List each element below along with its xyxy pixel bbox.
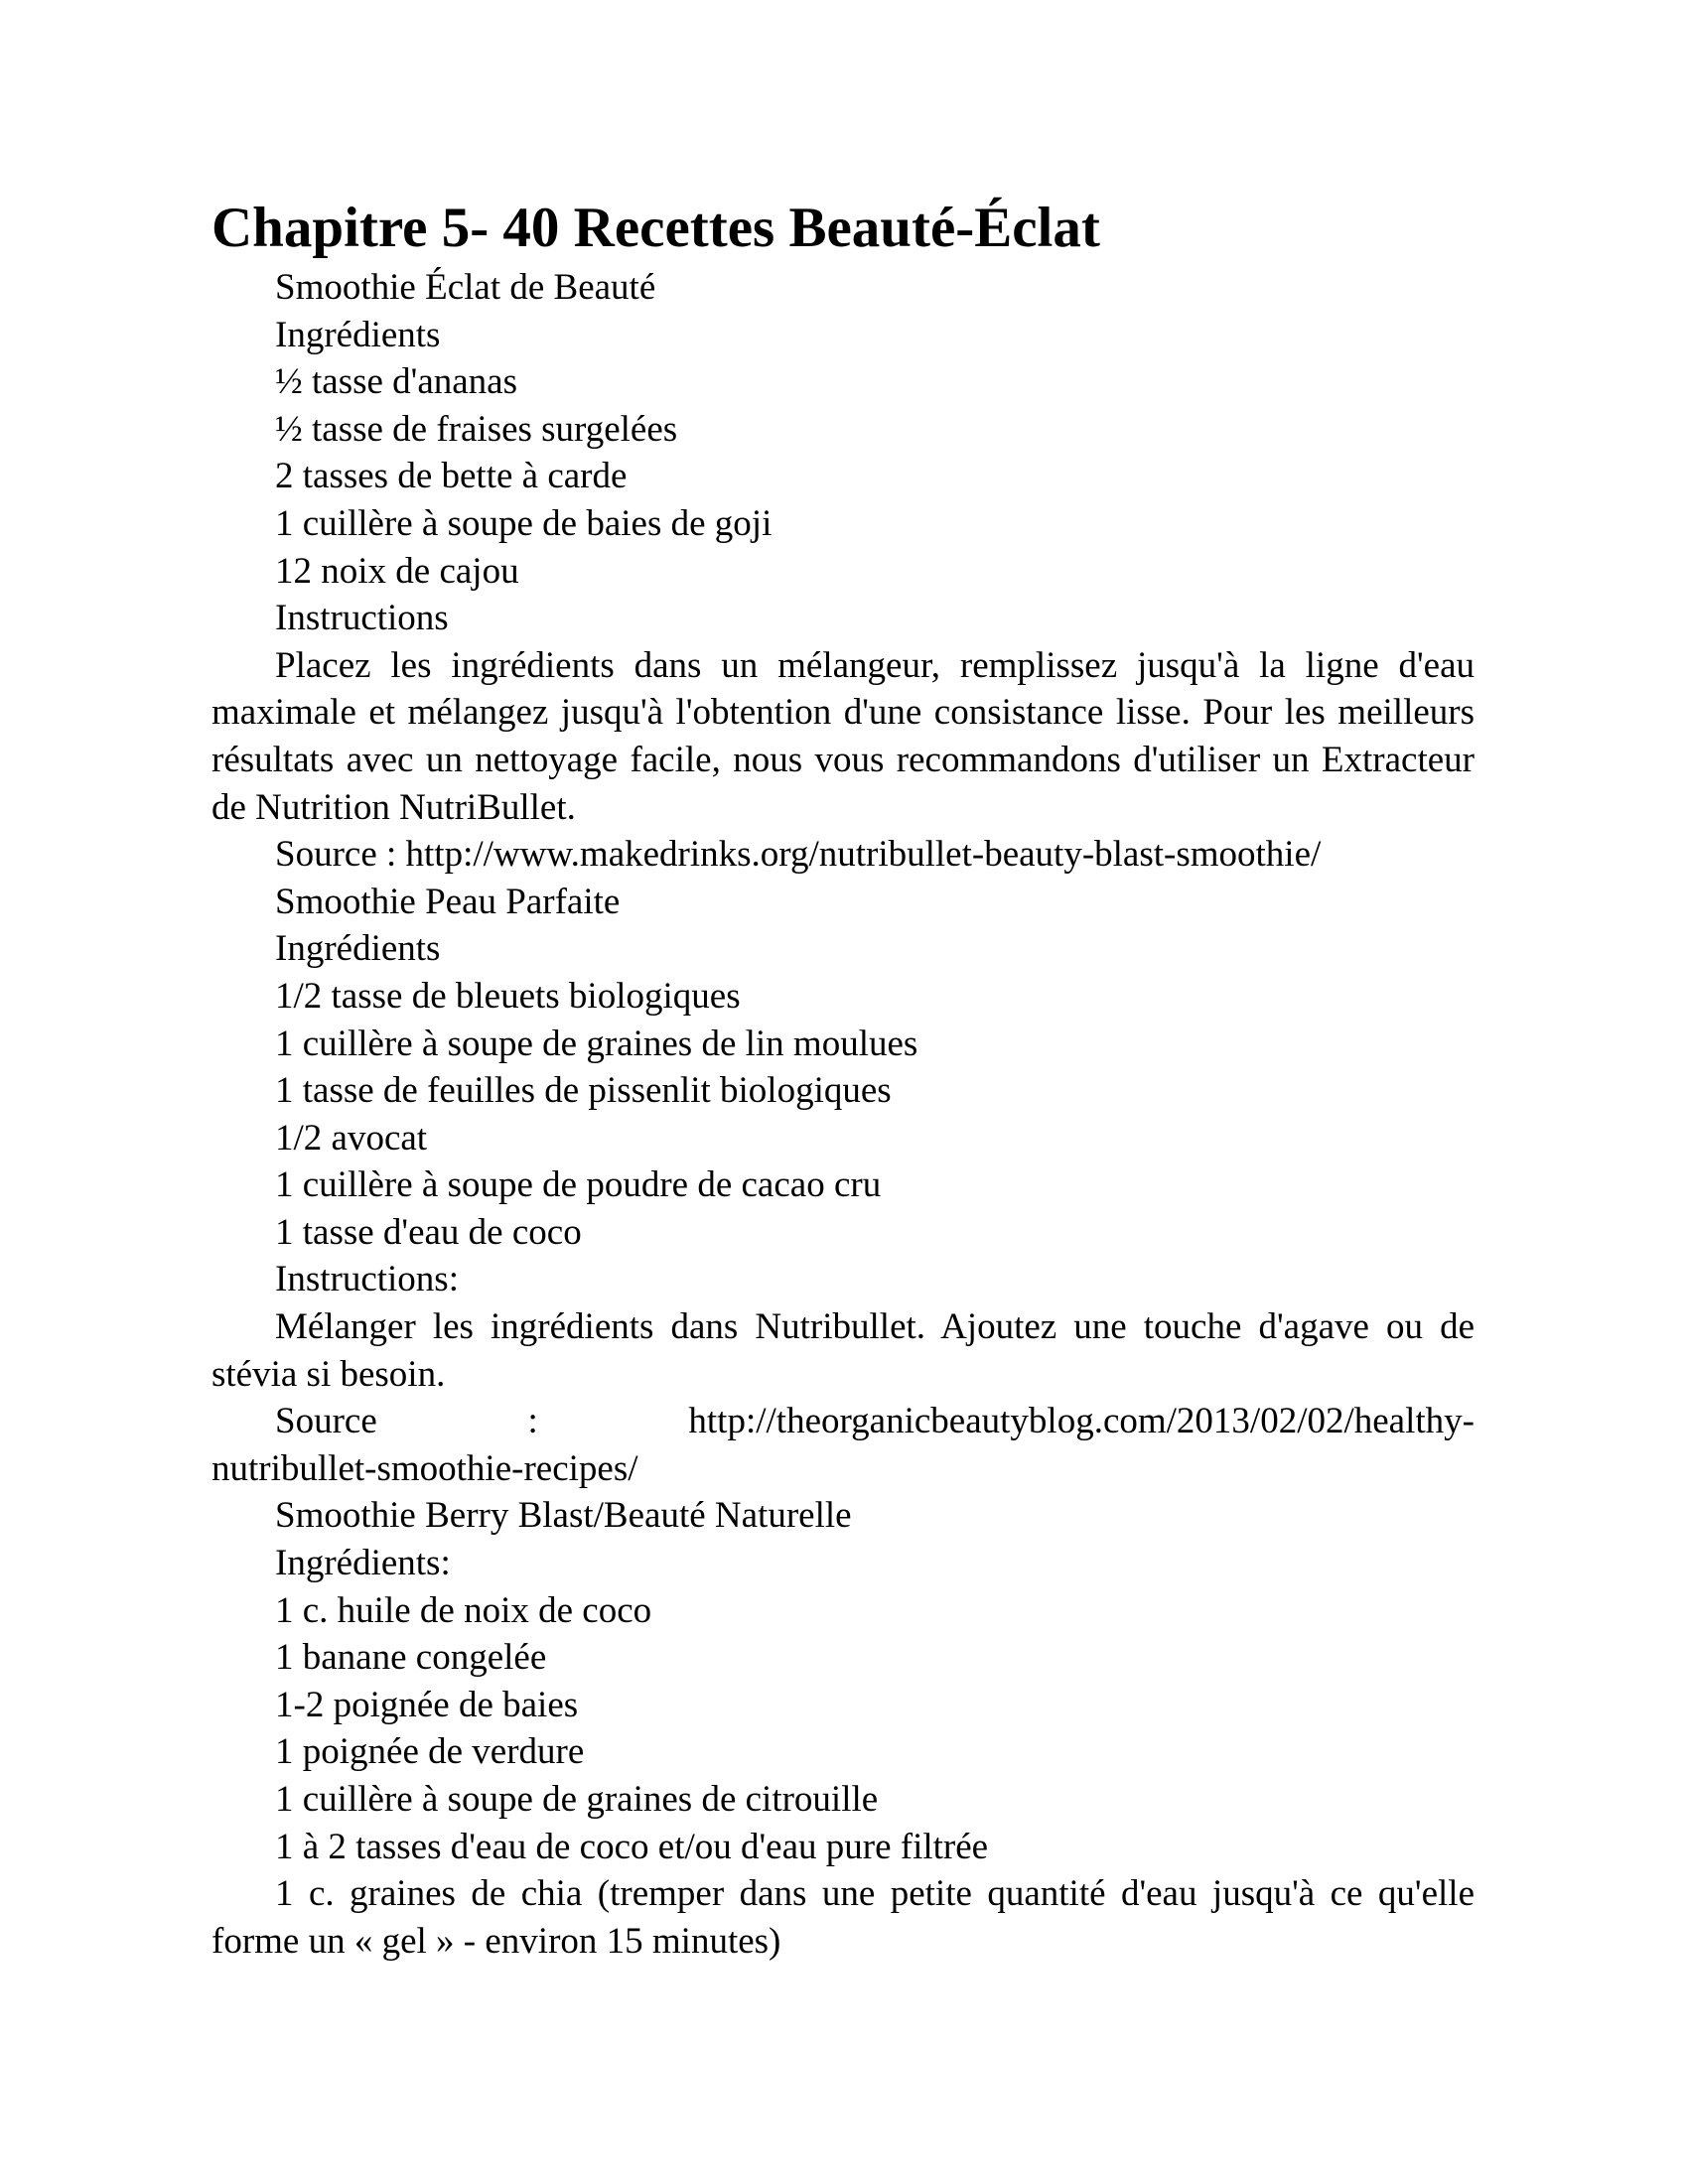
ingredient-item: 1 tasse de feuilles de pissenlit biologiques <box>275 1070 892 1112</box>
source-colon: : <box>527 1401 538 1442</box>
source-url-continuation: nutribullet-smoothie-recipes/ <box>211 1447 638 1489</box>
source-line <box>211 1398 1475 1445</box>
source-line: Source : http://www.makedrinks.org/nutribullet-beauty-blast-smoothie/ <box>275 834 1322 876</box>
ingredient-item: 1 cuillère à soupe de poudre de cacao cru <box>275 1164 882 1206</box>
ingredient-item: 1 cuillère à soupe de graines de citrouille <box>275 1779 879 1820</box>
ingredients-heading: Ingrédients <box>275 928 441 970</box>
ingredient-item: 1 poignée de verdure <box>275 1731 585 1773</box>
document-body <box>211 264 1475 1965</box>
recipe-1 <box>211 264 1475 879</box>
recipe-title: Smoothie Berry Blast/Beauté Naturelle <box>275 1495 852 1537</box>
ingredients-heading: Ingrédients <box>275 314 441 355</box>
ingredient-item: 1 tasse d'eau de coco <box>275 1211 582 1253</box>
ingredient-item: ½ tasse de fraises surgelées <box>275 408 678 450</box>
source-url: http://theorganicbeautyblog.com/2013/02/02/healthy- <box>688 1401 1475 1442</box>
recipe-3 <box>211 1492 1475 1965</box>
source-label: Source <box>275 1401 377 1442</box>
recipe-2 <box>211 879 1475 1493</box>
recipe-title: Smoothie Peau Parfaite <box>275 881 621 922</box>
document-page <box>211 194 1475 1965</box>
recipe-title: Smoothie Éclat de Beauté <box>275 267 656 308</box>
ingredient-item: 12 noix de cajou <box>275 550 519 592</box>
instructions-heading: Instructions <box>275 598 449 639</box>
ingredient-item: 1 c. graines de chia (tremper dans une petite quantité d'eau jusqu'à ce qu'elle forme un « gel » - environ 15 minutes) <box>211 1873 1475 1962</box>
ingredient-item: 1/2 avocat <box>275 1117 428 1159</box>
ingredient-item: 1 à 2 tasses d'eau de coco et/ou d'eau pure filtrée <box>275 1826 989 1867</box>
ingredient-item: 1 cuillère à soupe de baies de goji <box>275 502 773 544</box>
ingredient-item: 1 c. huile de noix de coco <box>275 1589 652 1631</box>
instructions-text: Mélanger les ingrédients dans Nutribullet. Ajoutez une touche d'agave ou de stévia si besoin. <box>211 1306 1475 1395</box>
instructions-text: Placez les ingrédients dans un mélangeur, remplissez jusqu'à la ligne d'eau maximale et mélangez jusqu'à l'obtention d'une consistance lisse. Pour les meilleurs résultats avec un nettoyage facile, nous vous recommandons d'utiliser un Extracteur de Nutrition NutriBullet. <box>211 644 1475 828</box>
ingredient-item: 1-2 poignée de baies <box>275 1684 579 1725</box>
ingredient-item: ½ tasse d'ananas <box>275 361 518 403</box>
chapter-title: Chapitre 5- 40 Recettes Beauté-Éclat <box>211 197 1100 259</box>
ingredient-item: 1/2 tasse de bleuets biologiques <box>275 975 741 1017</box>
ingredients-heading: Ingrédients: <box>275 1543 451 1584</box>
instructions-heading: Instructions: <box>275 1259 459 1300</box>
ingredient-item: 1 banane congelée <box>275 1637 547 1679</box>
ingredient-item: 2 tasses de bette à carde <box>275 456 628 497</box>
ingredient-item: 1 cuillère à soupe de graines de lin moulues <box>275 1023 918 1064</box>
